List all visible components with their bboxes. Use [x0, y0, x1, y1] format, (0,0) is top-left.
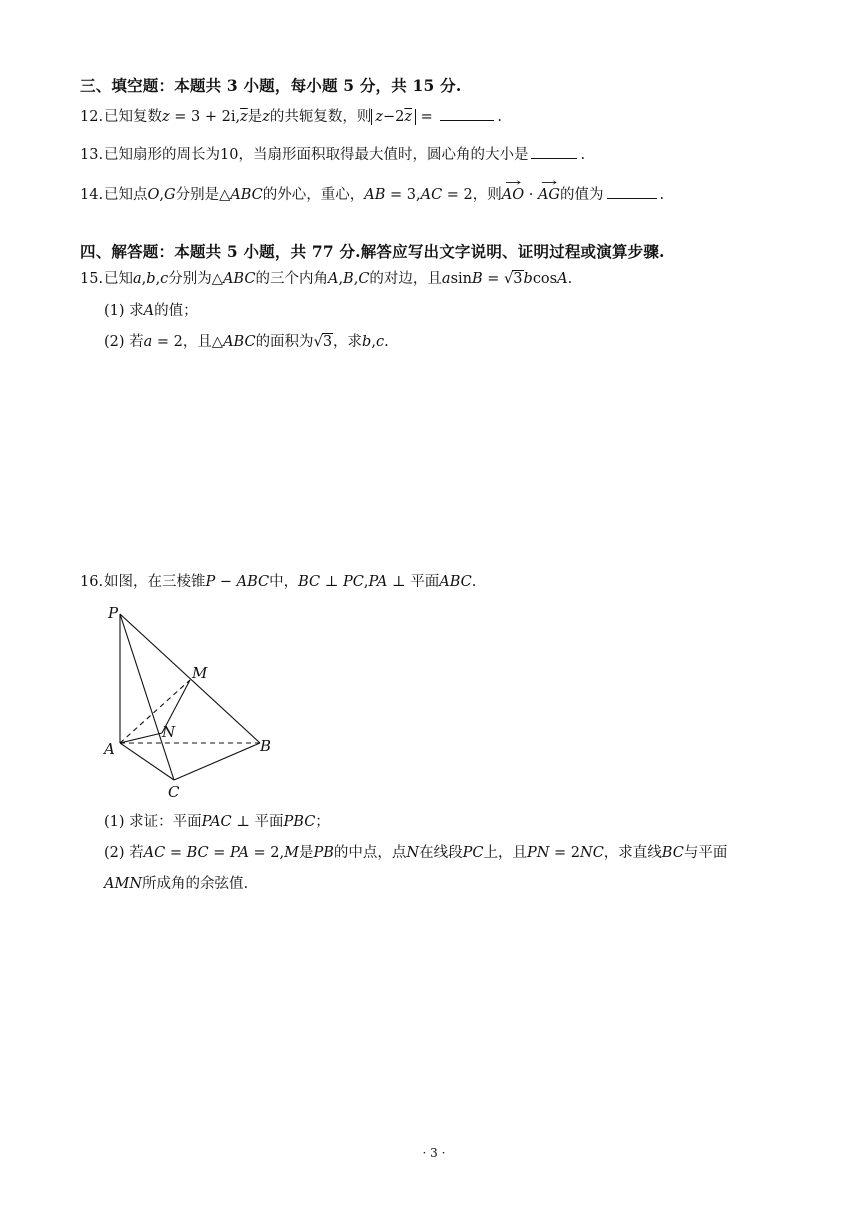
math: b [146, 271, 156, 287]
math: BC [186, 845, 209, 861]
math: PB [313, 845, 334, 861]
math: ABC [439, 574, 472, 590]
vector-ag: → AG [538, 185, 560, 205]
question-text: 已知点 [104, 187, 148, 203]
label-a: A [104, 740, 115, 758]
math: a [441, 271, 451, 287]
label-m: M [192, 664, 208, 682]
edge-cb [174, 743, 260, 780]
answer-blank[interactable] [440, 106, 494, 121]
pyramid-figure [98, 598, 288, 803]
math: c [375, 334, 385, 350]
question-text: 已知扇形的周长为10，当扇形面积取得最大值时，圆心角的大小是 [104, 147, 529, 163]
question-text: 的面积为 [255, 334, 314, 350]
math: , [371, 334, 376, 350]
math: AC [420, 187, 443, 203]
question-text: 在线段 [419, 845, 463, 861]
math-function: sin [450, 271, 472, 287]
math: = [416, 109, 438, 125]
label-p: P [108, 604, 119, 622]
math: ABC [230, 187, 263, 203]
question-text: 中， [269, 574, 299, 590]
punctuation: . [580, 147, 586, 163]
question-number: 16. [80, 574, 104, 590]
question-16-part-1 [104, 812, 330, 832]
question-text: 平面 [410, 574, 440, 590]
math-function: cos [532, 271, 558, 287]
math: G [164, 187, 176, 203]
math: = 3, [385, 187, 421, 203]
label-b: B [260, 737, 272, 755]
question-text: ，求 [333, 334, 363, 350]
question-16-part-2 [104, 843, 727, 863]
math: = 2，则 [442, 187, 502, 203]
vector-ao: → AO [502, 185, 524, 205]
question-15-part-2 [104, 332, 389, 352]
question-text: ，求直线 [603, 845, 662, 861]
math: NC [580, 845, 604, 861]
math: , [155, 271, 161, 287]
question-12 [80, 106, 502, 127]
math: , [353, 271, 359, 287]
math-conjugate: $\overline{z}$ [404, 109, 413, 125]
math: M [284, 845, 299, 861]
question-number: 12. [80, 109, 104, 125]
math: b [523, 271, 533, 287]
math: C [358, 271, 370, 287]
math: P − ABC [205, 574, 270, 590]
math: O [147, 187, 160, 203]
math: PN [526, 845, 550, 861]
math: ABC [222, 271, 256, 287]
math: z [262, 109, 270, 125]
math: PC [462, 845, 484, 861]
sqrt-expression [314, 332, 333, 352]
math: , [141, 271, 147, 287]
math: PA [368, 574, 388, 590]
sqrt-argument: 3 [322, 334, 333, 350]
math: = [208, 845, 231, 861]
question-14 [80, 184, 664, 205]
question-16 [80, 572, 476, 592]
math: PAC [201, 814, 232, 830]
math: = 2 [549, 845, 580, 861]
math: AC [143, 845, 166, 861]
question-text: 已知 [104, 271, 133, 287]
question-text: 若 [129, 334, 144, 350]
math: = 2, [248, 845, 285, 861]
question-text: 求证：平面 [129, 814, 202, 830]
math: , [363, 574, 369, 590]
math: ⊥ [231, 814, 255, 830]
question-text: 是 [247, 109, 263, 125]
math: , [159, 187, 164, 203]
label-n: N [162, 723, 176, 741]
question-number: 15. [80, 271, 104, 287]
question-text: 分别为 [168, 271, 212, 287]
math: · [524, 187, 538, 203]
math: PBC [283, 814, 316, 830]
question-text: 是 [298, 845, 314, 861]
math: b [362, 334, 372, 350]
math: a [133, 271, 142, 287]
punctuation: . [659, 187, 665, 203]
math: = 2，且 [152, 334, 212, 350]
math: c [160, 271, 169, 287]
math: A [143, 303, 155, 319]
part-label: (1) [104, 814, 125, 830]
question-text: 上，且 [483, 845, 527, 861]
label-c: C [168, 783, 180, 801]
question-15 [80, 269, 572, 289]
question-text: 所成角的余弦值. [142, 876, 249, 892]
part-label: (2) [104, 334, 125, 350]
question-text: 的外心，重心， [262, 187, 365, 203]
punctuation: . [497, 109, 502, 125]
math: A [557, 271, 568, 287]
math: −2 [383, 109, 405, 125]
question-text: 分别是 [175, 187, 220, 203]
question-text: 的值为 [560, 187, 604, 203]
question-text: 与平面 [683, 845, 728, 861]
section-heading-fill-blank: 三、填空题：本题共 3 小题，每小题 5 分，共 15 分. [80, 76, 462, 95]
page-number: · 3 · [422, 1146, 446, 1160]
question-15-part-1 [104, 301, 198, 321]
segment-an [120, 733, 162, 743]
math: PA [230, 845, 249, 861]
question-text: 求 [129, 303, 144, 319]
triangle-symbol: △ [211, 271, 223, 287]
section-heading-solve: 四、解答题：本题共 5 小题，共 77 分.解答应写出文字说明、证明过程或演算步骤. [80, 242, 665, 261]
math: BC [661, 845, 684, 861]
punctuation: . [567, 271, 573, 287]
part-label: (2) [104, 845, 125, 861]
math: B [472, 271, 483, 287]
math: AB [364, 187, 386, 203]
triangle-symbol: △ [219, 187, 231, 203]
question-text: 的共轭复数，则 [269, 109, 372, 125]
math: = [165, 845, 187, 861]
segment-am-hidden [120, 680, 190, 743]
question-16-part-2-cont [104, 874, 248, 894]
question-number: 13. [80, 147, 104, 163]
sqrt-expression [504, 269, 523, 289]
triangle-symbol: △ [211, 334, 224, 350]
question-text: 已知复数 [104, 109, 162, 125]
question-number: 14. [80, 187, 104, 203]
punctuation: . [384, 334, 389, 350]
math: = 3 + 2i, [169, 109, 241, 125]
punctuation: ； [315, 814, 330, 830]
math: z [162, 109, 170, 125]
question-text: 的中点，点 [333, 845, 407, 861]
math: B [343, 271, 354, 287]
question-text: 的对边，且 [369, 271, 442, 287]
edge-ac [120, 743, 174, 780]
answer-blank[interactable] [607, 184, 657, 199]
question-text: 的三个内角 [255, 271, 328, 287]
math: ⊥ [320, 574, 344, 590]
math: N [406, 845, 420, 861]
sqrt-argument: 3 [513, 271, 523, 287]
punctuation: . [471, 574, 477, 590]
math: ABC [223, 334, 256, 350]
math-absolute-value [371, 109, 416, 125]
math: BC [298, 574, 321, 590]
math: A [327, 271, 339, 287]
math: ⊥ [387, 574, 411, 590]
question-text: 如图，在三棱锥 [104, 574, 206, 590]
question-text: 的值； [154, 303, 198, 319]
sqrt-sign: √ [504, 271, 514, 287]
math: a [143, 334, 153, 350]
math: PC [343, 574, 364, 590]
question-text: 平面 [254, 814, 284, 830]
part-label: (1) [104, 303, 125, 319]
answer-blank[interactable] [531, 144, 577, 159]
question-13 [80, 144, 585, 165]
question-text: 若 [129, 845, 144, 861]
math-conjugate: $\overline{z}$ [240, 109, 248, 125]
math: = [482, 271, 505, 287]
math: AMN [104, 876, 143, 892]
sqrt-sign: √ [313, 334, 323, 350]
math: , [338, 271, 344, 287]
math: z [375, 109, 383, 125]
